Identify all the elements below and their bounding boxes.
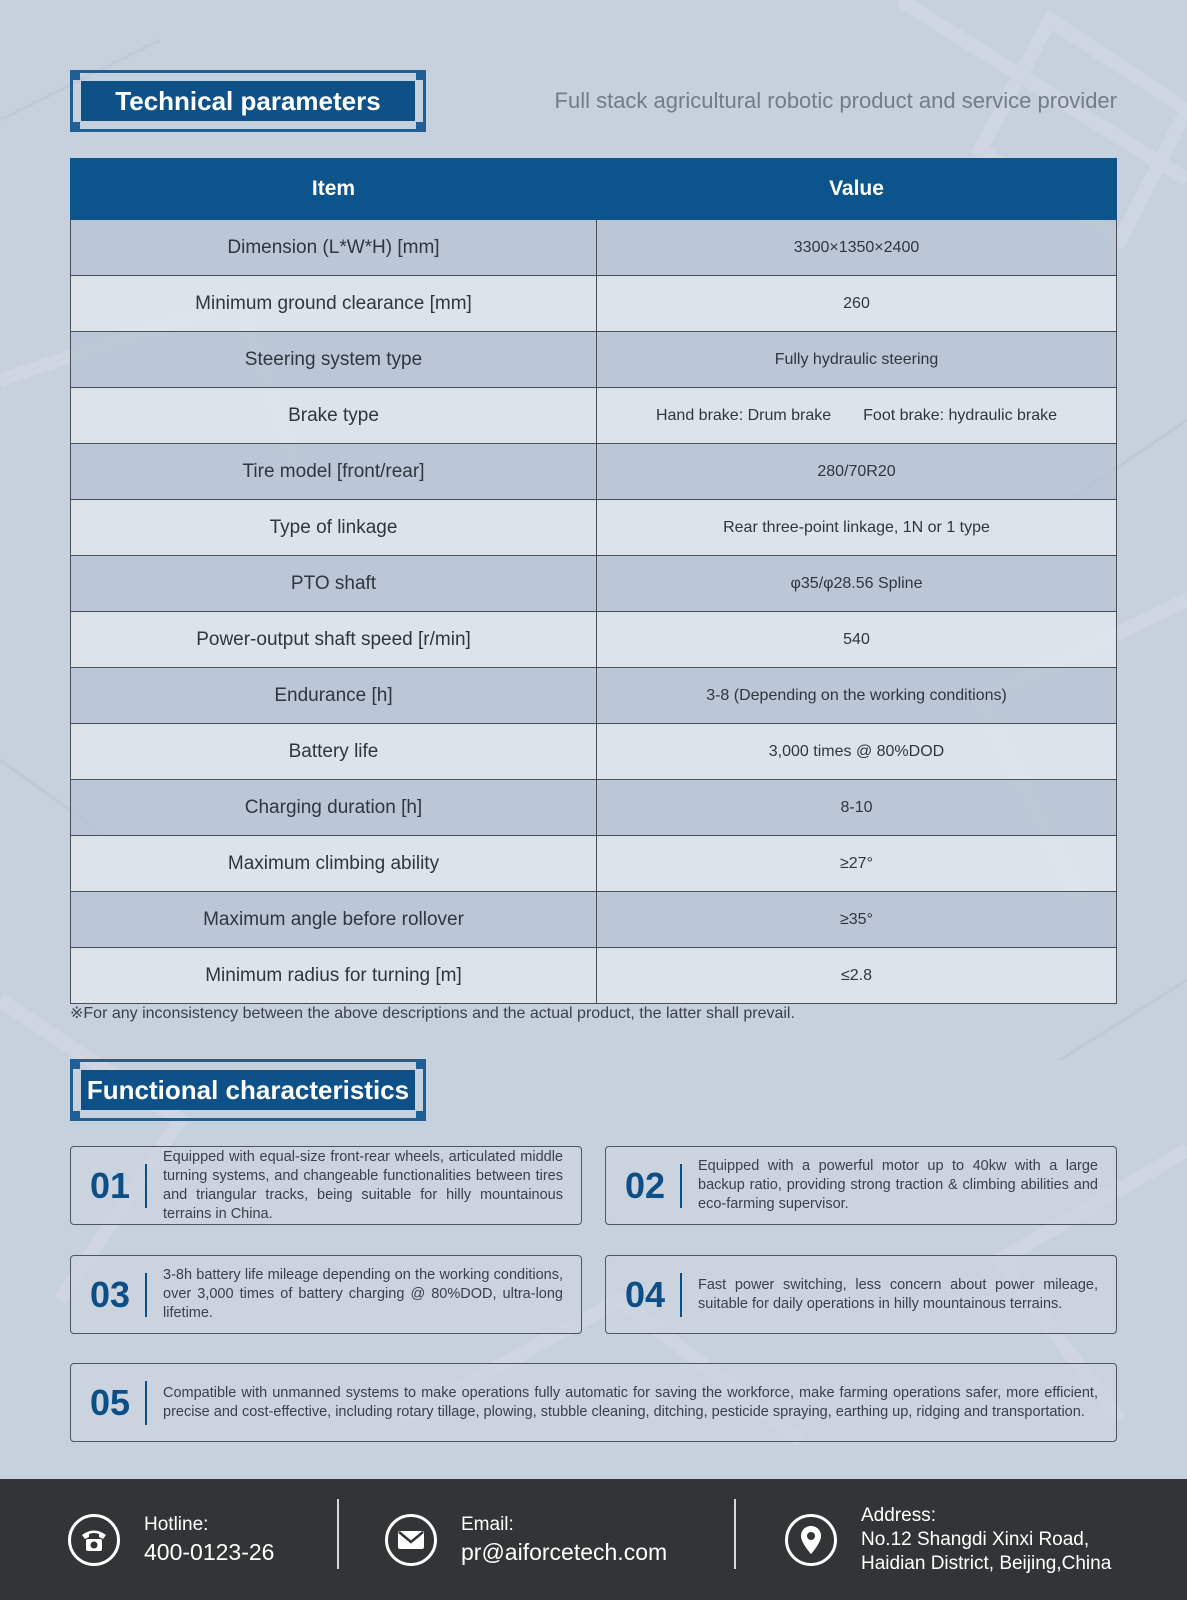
table-row [71,220,1117,276]
item-cell: PTO shaft [71,556,597,612]
feature-divider [680,1273,682,1317]
value-cell: ≥35° [597,892,1117,948]
address-label: Address: [861,1504,936,1526]
technical-parameters-badge [70,70,426,132]
feature-divider [145,1164,147,1208]
table-row [71,724,1117,780]
value-cell: 3,000 times @ 80%DOD [597,724,1117,780]
value-cell: ≥27° [597,836,1117,892]
table-row [71,556,1117,612]
feature-card-03 [70,1255,582,1334]
hotline-block [68,1479,274,1600]
table-row [71,780,1117,836]
badge-corner [70,1111,80,1121]
feature-text: Compatible with unmanned systems to make operations fully automatic for saving the workforce, make farming operations safer, more efficient, precise and cost-effective, including rotary tillage, plowing, stubble cleaning, ditching, pesticide spraying, earthing up, ridging and transportation. [163,1384,1098,1420]
parameters-table [70,158,1117,1004]
section-title: Functional characteristics [81,1070,415,1110]
table-row [71,892,1117,948]
item-cell: Endurance [h] [71,668,597,724]
table-row [71,948,1117,1004]
value-cell: 540 [597,612,1117,668]
item-cell: Brake type [71,388,597,444]
feature-text: Fast power switching, less concern about power mileage, suitable for daily operations in hilly mountainous terrains. [698,1276,1098,1312]
value-cell: φ35/φ28.56 Spline [597,556,1117,612]
footer-divider [734,1499,736,1569]
badge-corner [70,122,80,132]
item-cell: Type of linkage [71,500,597,556]
map-pin-icon [785,1514,837,1566]
item-cell: Battery life [71,724,597,780]
badge-corner [416,1059,426,1069]
feature-card-04 [605,1255,1117,1334]
feature-number: 05 [89,1381,131,1423]
table-row [71,500,1117,556]
column-header-value: Value [597,159,1117,220]
item-cell: Maximum climbing ability [71,836,597,892]
feature-divider [145,1273,147,1317]
telephone-icon [68,1514,120,1566]
table-row [71,332,1117,388]
value-cell: 8-10 [597,780,1117,836]
value-cell: 260 [597,276,1117,332]
address-block [785,1479,1111,1600]
badge-corner [416,70,426,80]
section-title: Technical parameters [81,81,415,121]
feature-divider [680,1164,682,1208]
feature-card-02 [605,1146,1117,1225]
contact-footer [0,1479,1187,1600]
feature-number: 01 [89,1164,131,1206]
value-cell: Rear three-point linkage, 1N or 1 type [597,500,1117,556]
address-line-1: No.12 Shangdi Xinxi Road, [861,1528,1090,1550]
table-row [71,388,1117,444]
functional-characteristics-badge [70,1059,426,1121]
address-line-2: Haidian District, Beijing,China [861,1552,1112,1574]
email-block [385,1479,667,1600]
item-cell: Dimension (L*W*H) [mm] [71,220,597,276]
feature-number: 03 [89,1273,131,1315]
column-header-item: Item [71,159,597,220]
item-cell: Power-output shaft speed [r/min] [71,612,597,668]
badge-corner [70,1059,80,1069]
badge-corner [416,122,426,132]
foot-brake-value: Foot brake: hydraulic brake [863,406,1058,424]
disclaimer-note: ※For any inconsistency between the above descriptions and the actual product, the latter shall prevail. [70,1005,795,1022]
table-row [71,444,1117,500]
badge-corner [70,70,80,80]
item-cell: Minimum ground clearance [mm] [71,276,597,332]
feature-number: 02 [624,1164,666,1206]
value-cell: 3-8 (Depending on the working conditions) [597,668,1117,724]
feature-number: 04 [624,1273,666,1315]
table-row [71,668,1117,724]
item-cell: Charging duration [h] [71,780,597,836]
value-cell: Fully hydraulic steering [597,332,1117,388]
tagline: Full stack agricultural robotic product and service provider [554,88,1117,113]
feature-divider [145,1381,147,1425]
envelope-icon [385,1514,437,1566]
item-cell: Maximum angle before rollover [71,892,597,948]
hotline-label: Hotline: [144,1513,209,1535]
value-cell [597,388,1117,444]
email-address[interactable]: pr@aiforcetech.com [461,1538,668,1565]
table-row [71,276,1117,332]
hotline-number[interactable]: 400-0123-26 [144,1538,275,1565]
item-cell: Tire model [front/rear] [71,444,597,500]
feature-text: Equipped with equal-size front-rear wheels, articulated middle turning systems, and changeable functionalities between tires and triangular tracks, being suitable for hilly mountainous terrains in China. [163,1148,563,1222]
table-header-row [71,159,1117,220]
value-cell: 280/70R20 [597,444,1117,500]
table-row [71,612,1117,668]
value-cell: 3300×1350×2400 [597,220,1117,276]
badge-corner [416,1111,426,1121]
table-row [71,836,1117,892]
item-cell: Steering system type [71,332,597,388]
item-cell: Minimum radius for turning [m] [71,948,597,1004]
hand-brake-value: Hand brake: Drum brake [655,406,832,424]
feature-card-05 [70,1363,1117,1442]
email-label: Email: [461,1513,514,1535]
footer-divider [337,1499,339,1569]
feature-text: Equipped with a powerful motor up to 40kw with a large backup ratio, providing strong traction & climbing abilities and eco-farming supervisor. [698,1158,1098,1212]
feature-card-01 [70,1146,582,1225]
value-cell: ≤2.8 [597,948,1117,1004]
feature-text: 3-8h battery life mileage depending on the working conditions, over 3,000 times of battery charging @ 80%DOD, ultra-long lifetime. [163,1267,563,1321]
